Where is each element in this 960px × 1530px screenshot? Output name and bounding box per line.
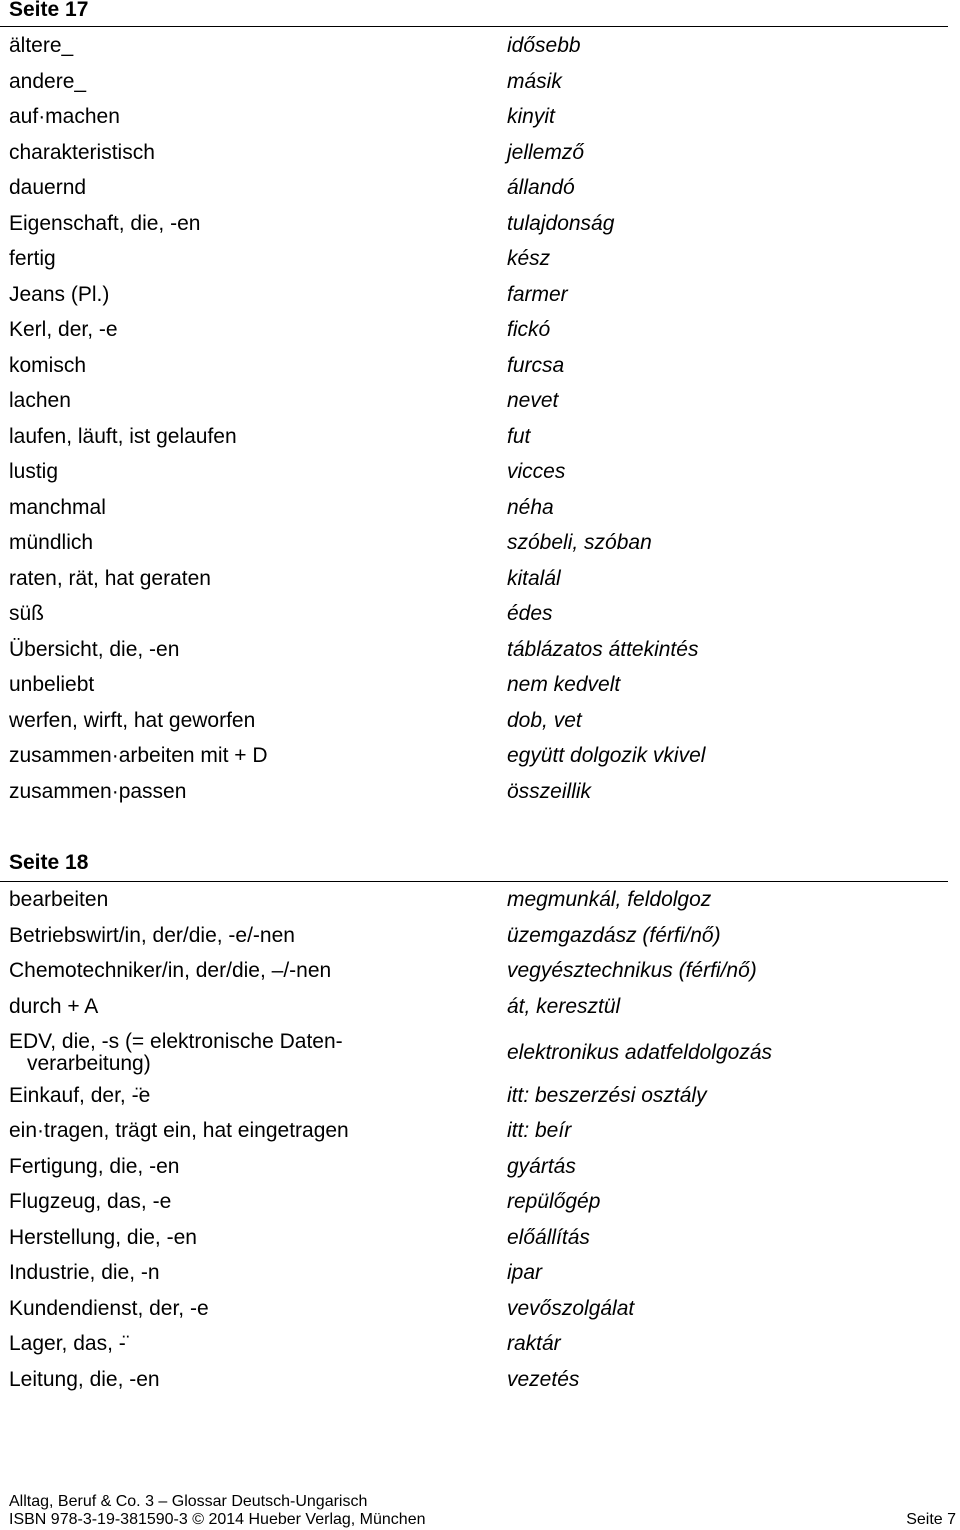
hungarian-translation: nem kedvelt	[507, 673, 621, 696]
german-term-text: mündlich	[9, 531, 94, 554]
hungarian-translation: furcsa	[507, 353, 565, 377]
german-term	[9, 1120, 489, 1142]
hungarian-translation: kinyit	[507, 105, 555, 128]
german-term-text: Leitung, die, -en	[9, 1367, 160, 1391]
hungarian-translation: édes	[507, 602, 553, 625]
german-term	[9, 213, 489, 235]
german-term	[9, 71, 489, 93]
hungarian-translation: gyártás	[507, 1154, 576, 1178]
german-term-text: Chemotechniker/in, der/die, –/-nen	[9, 959, 332, 982]
hungarian-translation: jellemző	[507, 140, 585, 164]
german-term-continuation: verarbeitung)	[27, 1052, 151, 1075]
german-term	[9, 106, 489, 128]
german-term	[9, 925, 489, 947]
hungarian-translation: vevőszolgálat	[507, 1296, 635, 1320]
german-term-text: Kerl, der, -e	[9, 318, 118, 341]
german-term	[9, 1227, 489, 1249]
german-term	[9, 960, 489, 982]
footer-title: Alltag, Beruf & Co. 3 – Glossar Deutsch-Ungarisch	[9, 1493, 368, 1510]
german-term-text: andere_	[9, 69, 87, 93]
footer-isbn: ISBN 978-3-19-381590-3 © 2014 Hueber Verlag, München	[9, 1511, 426, 1528]
hungarian-translation: fickó	[507, 318, 551, 341]
hungarian-translation: összeillik	[507, 779, 592, 803]
german-term	[9, 284, 489, 306]
hungarian-translation: előállítás	[507, 1225, 590, 1249]
german-term	[9, 497, 489, 519]
german-term	[9, 1085, 489, 1107]
german-term	[9, 639, 489, 661]
german-term-text: durch + A	[9, 994, 99, 1018]
german-term	[9, 674, 489, 696]
hungarian-translation: vezetés	[507, 1367, 580, 1391]
german-term	[9, 248, 489, 270]
hungarian-translation: állandó	[507, 176, 575, 199]
german-term	[9, 142, 489, 164]
german-term-text: Fertigung, die, -en	[9, 1154, 180, 1178]
section-rule	[0, 881, 948, 882]
hungarian-translation: fut	[507, 424, 531, 448]
german-term	[9, 532, 489, 554]
german-term-text: Herstellung, die, -en	[9, 1225, 197, 1249]
section-title-seite-18: Seite 18	[9, 851, 89, 874]
hungarian-translation: át, keresztül	[507, 994, 621, 1018]
hungarian-translation: ipar	[507, 1261, 543, 1284]
hungarian-translation: megmunkál, feldolgoz	[507, 888, 712, 911]
german-term	[9, 426, 489, 448]
german-term-text: ein·tragen, trägt ein, hat eingetragen	[9, 1119, 349, 1142]
german-term	[9, 996, 489, 1018]
section-title-seite-17: Seite 17	[9, 0, 89, 21]
german-term-text: manchmal	[9, 495, 106, 519]
hungarian-translation: tulajdonság	[507, 211, 615, 235]
hungarian-translation: idősebb	[507, 34, 581, 57]
german-term-text: Eigenschaft, die, -en	[9, 211, 201, 235]
german-term-text: Einkauf, der, -̈e	[9, 1083, 151, 1107]
hungarian-translation: kitalál	[507, 566, 561, 590]
section-rule	[0, 26, 948, 27]
hungarian-translation: üzemgazdász (férfi/nő)	[507, 923, 721, 947]
hungarian-translation: dob, vet	[507, 708, 582, 732]
german-term-text: Kundendienst, der, -e	[9, 1296, 209, 1320]
footer-page-number: Seite 7	[906, 1511, 956, 1528]
german-term-text: Betriebswirt/in, der/die, -e/-nen	[9, 923, 295, 947]
german-term-text: laufen, läuft, ist gelaufen	[9, 424, 237, 448]
german-term-text: ältere_	[9, 34, 74, 57]
german-term-text: charakteristisch	[9, 140, 155, 164]
german-term-text: EDV, die, -s (= elektronische Daten-	[9, 1030, 343, 1053]
hungarian-translation: néha	[507, 495, 554, 519]
hungarian-translation: szóbeli, szóban	[507, 531, 652, 554]
hungarian-translation: nevet	[507, 389, 559, 412]
german-term	[9, 461, 489, 483]
german-term	[9, 603, 489, 625]
german-term	[9, 390, 489, 412]
german-term	[9, 1262, 489, 1284]
hungarian-translation: farmer	[507, 282, 568, 306]
german-term	[9, 781, 489, 803]
hungarian-translation: együtt dolgozik vkivel	[507, 744, 706, 767]
german-term-text: fertig	[9, 247, 56, 270]
hungarian-translation: elektronikus adatfeldolgozás	[507, 1041, 773, 1064]
german-term-text: bearbeiten	[9, 888, 109, 911]
german-term	[9, 568, 489, 590]
hungarian-translation: kész	[507, 247, 551, 270]
german-term	[9, 1191, 489, 1213]
german-term	[9, 35, 489, 57]
hungarian-translation: itt: beszerzési osztály	[507, 1083, 707, 1107]
german-term-text: Lager, das, -̈	[9, 1332, 126, 1355]
german-term-text: Übersicht, die, -en	[9, 637, 180, 661]
german-term-text: komisch	[9, 353, 87, 377]
german-term-text: lustig	[9, 460, 59, 483]
german-term-text: zusammen·arbeiten mit + D	[9, 744, 268, 767]
german-term-text: süß	[9, 602, 45, 625]
german-term	[9, 1298, 489, 1320]
hungarian-translation: táblázatos áttekintés	[507, 637, 699, 661]
german-term	[9, 745, 489, 767]
german-term	[9, 355, 489, 377]
german-term-text: Flugzeug, das, -e	[9, 1190, 172, 1213]
german-term-text: unbeliebt	[9, 673, 95, 696]
german-term-text: werfen, wirft, hat geworfen	[9, 708, 256, 732]
german-term-text: zusammen·passen	[9, 779, 187, 803]
german-term	[9, 889, 489, 911]
german-term-text: Jeans (Pl.)	[9, 282, 110, 306]
hungarian-translation: raktár	[507, 1332, 561, 1355]
german-term	[9, 1369, 489, 1391]
german-term-text: raten, rät, hat geraten	[9, 566, 211, 590]
hungarian-translation: itt: beír	[507, 1119, 572, 1142]
german-term	[9, 710, 489, 732]
german-term-text: lachen	[9, 389, 71, 412]
hungarian-translation: másik	[507, 69, 562, 93]
german-term	[9, 1156, 489, 1178]
hungarian-translation: repülőgép	[507, 1190, 601, 1213]
german-term-text: Industrie, die, -n	[9, 1261, 160, 1284]
hungarian-translation: vicces	[507, 460, 566, 483]
german-term-text: dauernd	[9, 176, 87, 199]
german-term	[9, 1031, 489, 1075]
hungarian-translation: vegyésztechnikus (férfi/nő)	[507, 959, 757, 982]
german-term	[9, 319, 489, 341]
german-term	[9, 177, 489, 199]
german-term	[9, 1333, 489, 1355]
german-term-text: auf·machen	[9, 105, 120, 128]
